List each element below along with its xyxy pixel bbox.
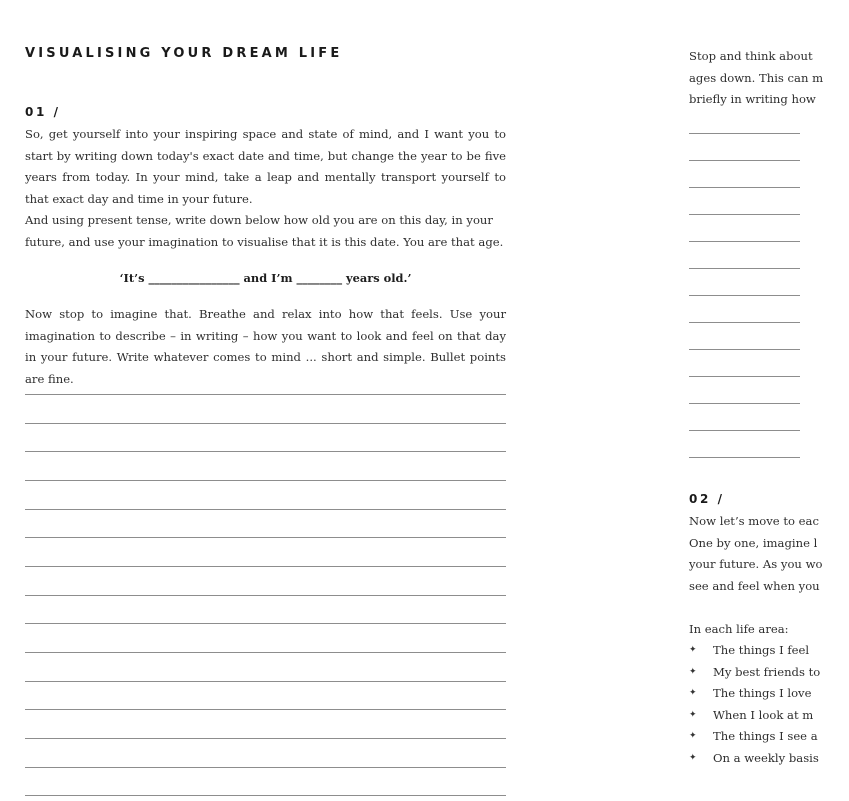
right-intro-line-3: briefly in writing how	[689, 92, 816, 107]
left-page	[25, 0, 506, 801]
list-heading: In each life area:	[689, 622, 789, 636]
writing-line[interactable]	[25, 767, 506, 768]
list-item-text: When I look at m	[713, 707, 814, 722]
writing-line[interactable]	[25, 738, 506, 739]
right-page	[689, 0, 824, 801]
right-section-line-3: your future. As you wo	[689, 557, 823, 572]
writing-line[interactable]	[25, 795, 506, 796]
list-item-text: The things I feel	[713, 643, 810, 657]
instruction-paragraph-2: And using present tense, write down below how old you are on this day, in your future, and use your imagination to visualise that it is this date. You are that age.	[25, 213, 504, 249]
page-title: VISUALISING YOUR DREAM LIFE	[25, 46, 343, 61]
instruction-paragraph-1: So, get yourself into your inspiring space and state of mind, and I want you to start by writing down today's exact date and time, but change the year to be five years from today. In your mind, take a leap and mentally transport yourself to that exact day and time in your future.	[25, 127, 506, 207]
writing-line[interactable]	[25, 451, 506, 452]
writing-line[interactable]	[689, 160, 800, 161]
star-bullet-icon: ✦	[689, 731, 697, 742]
list-item-text: On a weekly basis	[713, 750, 819, 765]
writing-line[interactable]	[689, 457, 800, 458]
writing-line[interactable]	[689, 322, 800, 323]
writing-line[interactable]	[25, 681, 506, 682]
writing-line[interactable]	[25, 595, 506, 596]
list-item-text: The things I love	[713, 686, 812, 701]
writing-line[interactable]	[25, 480, 506, 481]
star-bullet-icon: ✦	[689, 688, 697, 699]
writing-line[interactable]	[25, 423, 506, 424]
writing-line[interactable]	[25, 623, 506, 624]
star-bullet-icon: ✦	[689, 709, 697, 720]
instruction-paragraph-3: Now stop to imagine that. Breathe and relax into how that feels. Use your imagination to describe – in writing – how you want to look and feel on that day in your future. Write whatever comes to mind ... short and simple. Bullet points are fine.	[25, 307, 506, 387]
writing-line[interactable]	[689, 295, 800, 296]
star-bullet-icon: ✦	[689, 666, 697, 677]
writing-line[interactable]	[25, 652, 506, 653]
right-section-line-2: One by one, imagine l	[689, 535, 818, 550]
writing-line[interactable]	[689, 268, 800, 269]
section-number-02: 02 /	[689, 492, 725, 506]
right-intro-line-2: ages down. This can m	[689, 70, 824, 85]
writing-line[interactable]	[689, 376, 800, 377]
writing-line[interactable]	[25, 709, 506, 710]
right-intro-line-1: Stop and think about	[689, 49, 813, 63]
star-bullet-icon: ✦	[689, 752, 697, 763]
section-number-01: 01 /	[25, 105, 61, 119]
right-section-line-1: Now let’s move to eac	[689, 514, 819, 528]
age-prompt-line: ‘It’s ________________ and I’m ________ years old.’	[119, 271, 412, 285]
list-item-text: My best friends to	[713, 664, 821, 679]
writing-line[interactable]	[689, 187, 800, 188]
list-item-text: The things I see a	[713, 729, 818, 744]
writing-line[interactable]	[25, 537, 506, 538]
writing-line[interactable]	[689, 241, 800, 242]
writing-line[interactable]	[689, 430, 800, 431]
writing-line[interactable]	[25, 509, 506, 510]
writing-line[interactable]	[25, 394, 506, 395]
writing-line[interactable]	[25, 566, 506, 567]
star-bullet-icon: ✦	[689, 645, 697, 655]
right-section-line-4: see and feel when you	[689, 579, 820, 594]
writing-line[interactable]	[689, 214, 800, 215]
writing-line[interactable]	[689, 403, 800, 404]
writing-line[interactable]	[689, 133, 800, 134]
writing-line[interactable]	[689, 349, 800, 350]
